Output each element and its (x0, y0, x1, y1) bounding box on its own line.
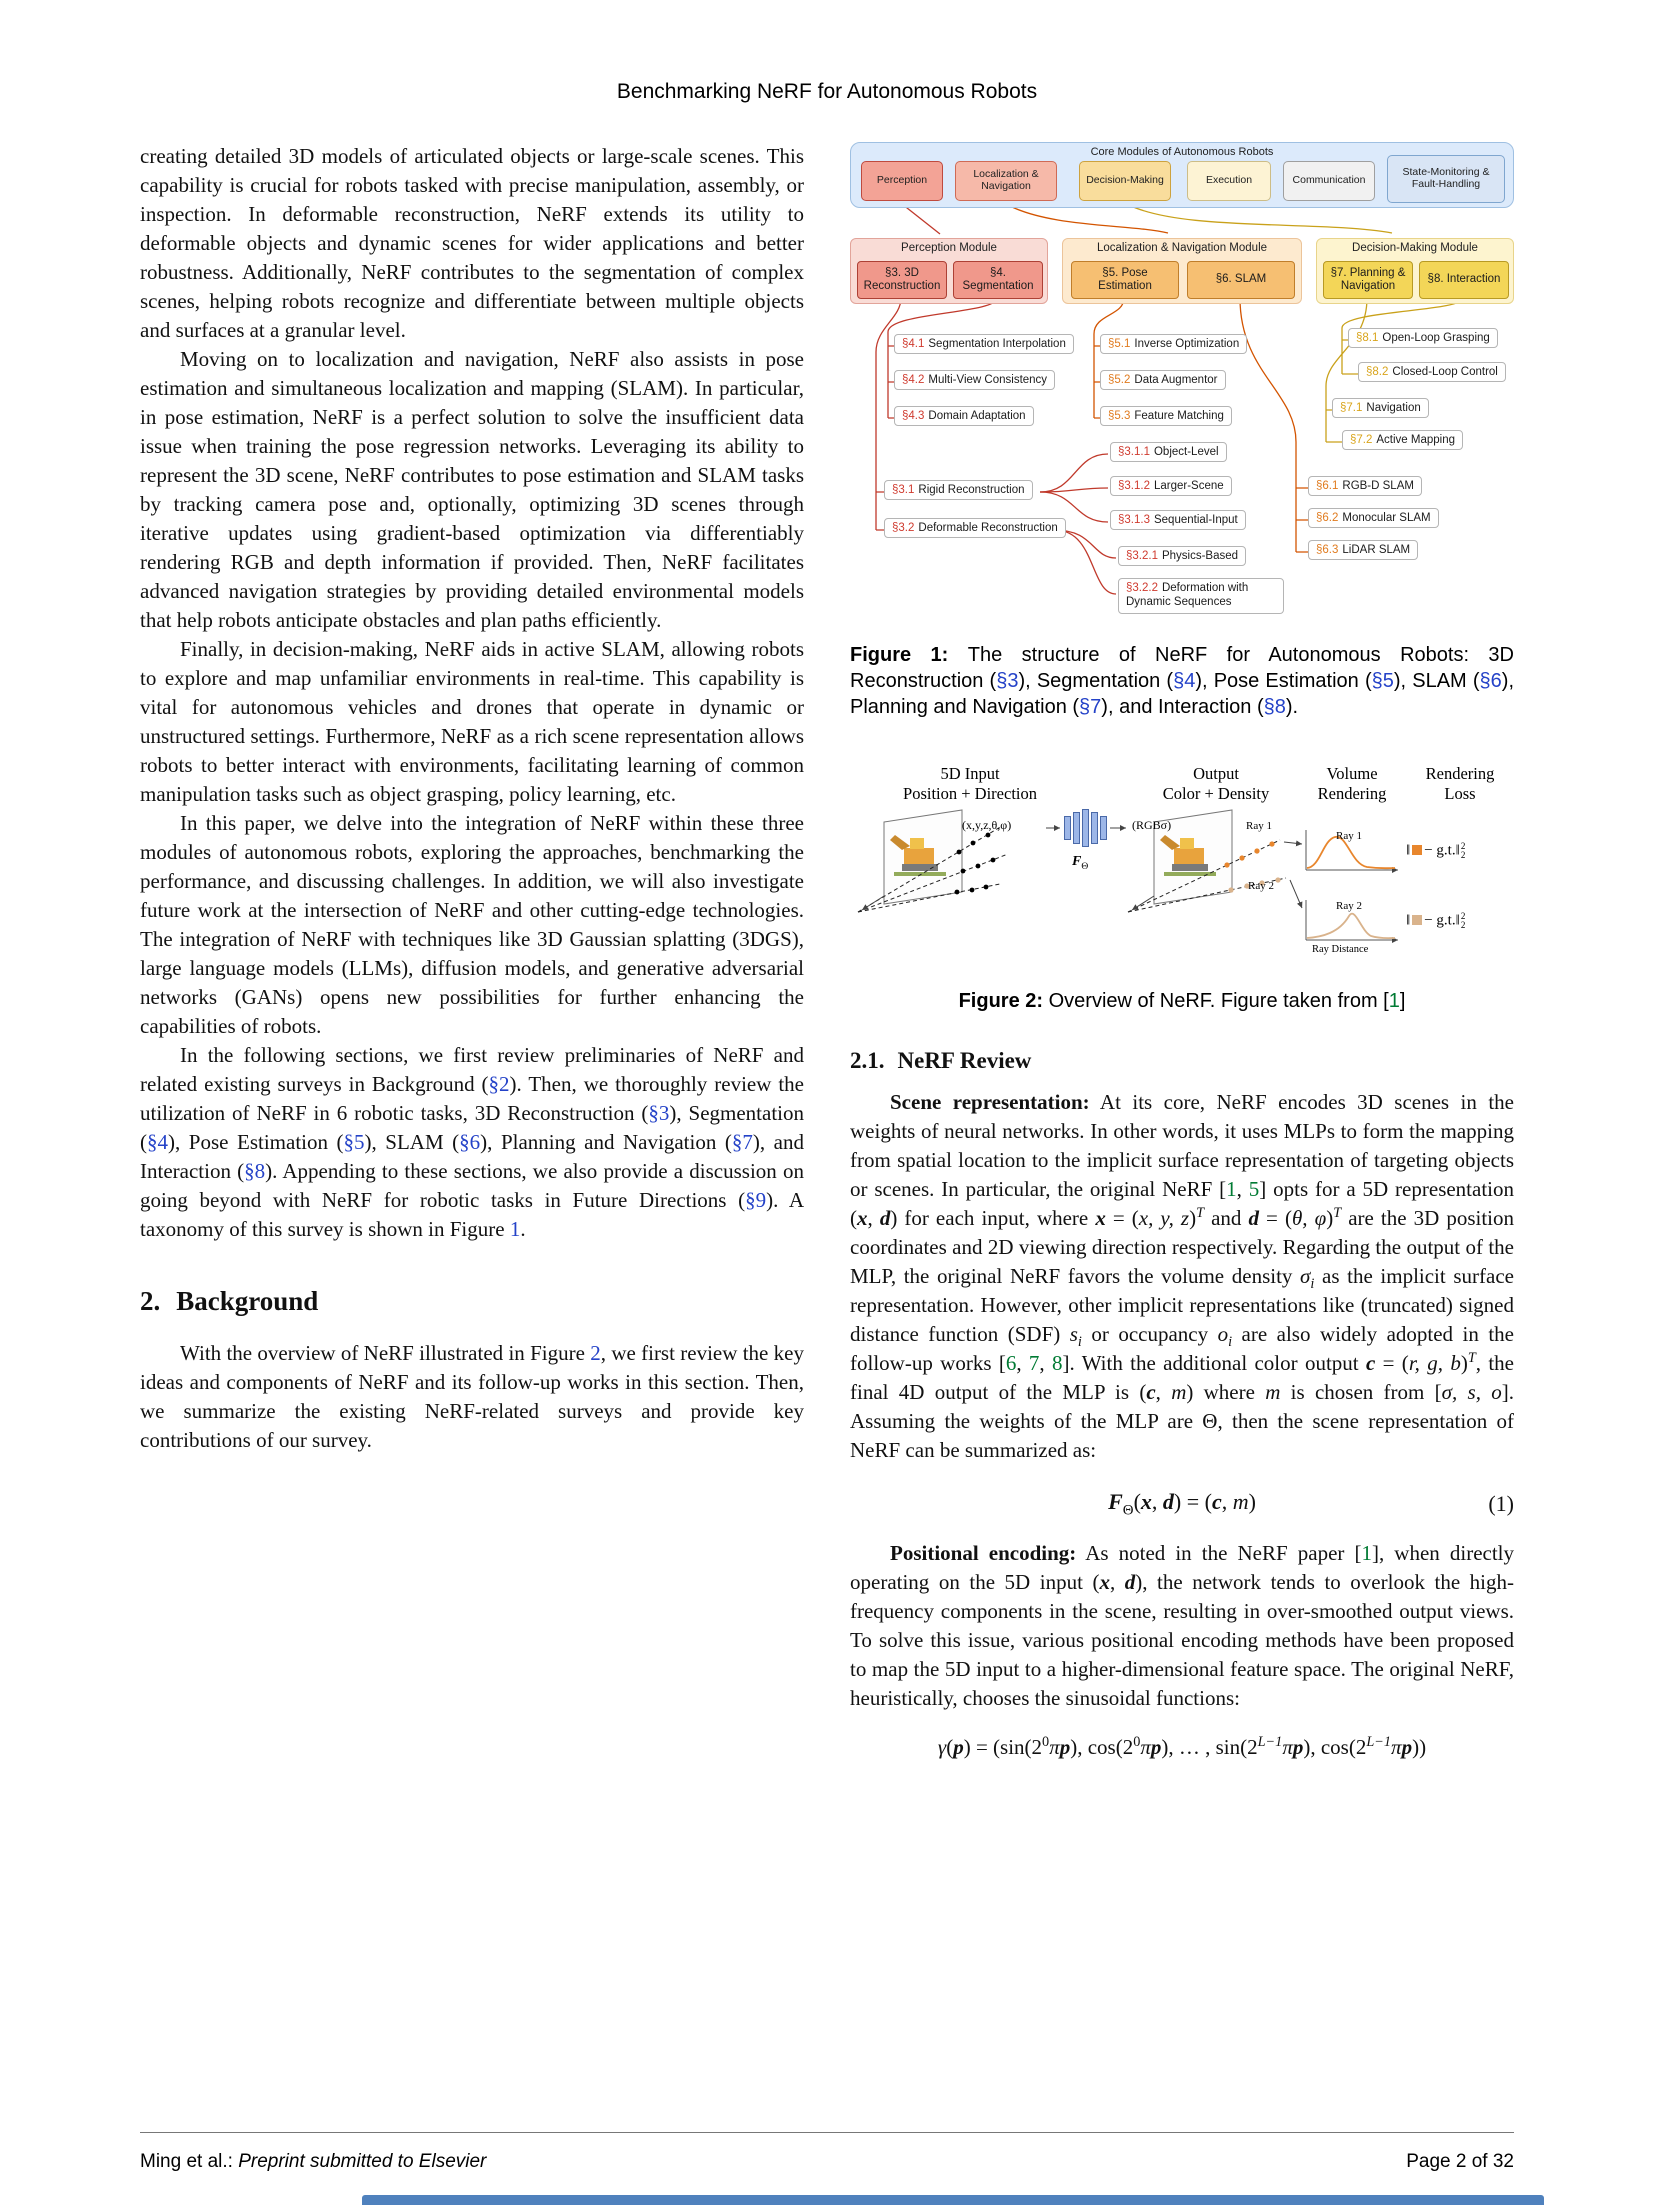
section-title: NeRF Review (897, 1048, 1032, 1073)
locnav-module-box (1062, 238, 1302, 304)
node-segmentation: §4. Segmentation (953, 261, 1043, 299)
internal-ref-link[interactable]: §7 (731, 1130, 753, 1154)
equation-body: $\gamma(p) = (\sin(2^0\pi p)$, $\cos(2^0\pi p)$, … , $\sin(2^{L-1}\pi p)$, $\cos(2^{L-1}\pi p)$) (937, 1734, 1427, 1759)
section-title: Background (176, 1286, 319, 1316)
fig2-label-volume-rendering: Volume Rendering (1317, 764, 1387, 804)
node-pose-estimation: §5. Pose Estimation (1071, 261, 1179, 299)
fig1-node-3-1: §3.1 Rigid Reconstruction (884, 480, 1033, 500)
node-interaction: §8. Interaction (1419, 261, 1509, 299)
right-column (850, 142, 1514, 1760)
internal-ref-link[interactable]: §3 (648, 1101, 670, 1125)
internal-ref-link[interactable]: §9 (745, 1188, 767, 1212)
page-number: Page 2 of 32 (1406, 2151, 1514, 2172)
fig2-input-vector-label: (x,y,z,θ,φ) (962, 818, 1012, 832)
citation-link[interactable]: 8 (1052, 1351, 1063, 1375)
fig1-node-5-2: §5.2 Data Augmentor (1100, 370, 1226, 390)
fig1-node-3-2-2: §3.2.2 Deformation with Dynamic Sequences (1118, 578, 1284, 614)
rendering-loss-term-ray2: ‖ − g.t.‖ 2 2 (1406, 911, 1466, 930)
core-modules-title: Core Modules of Autonomous Robots (1090, 146, 1274, 158)
rendering-loss-term-ray1: ‖ − g.t.‖ 2 2 (1406, 841, 1466, 860)
citation-link[interactable]: 1 (1388, 990, 1400, 1012)
section-number: 2.1. (850, 1048, 885, 1073)
fig2-graph2-ray2-label: Ray 2 (1336, 900, 1362, 912)
fig1-node-3-2-1: §3.2.1 Physics-Based (1118, 546, 1246, 566)
fig2-ray-distance-label: Ray Distance (1312, 944, 1369, 955)
internal-ref-link[interactable]: §5 (1371, 670, 1394, 692)
fig1-node-6-1: §6.1 RGB-D SLAM (1308, 476, 1422, 496)
fig2-output-vector-label: (RGBσ) (1132, 818, 1172, 832)
citation-link[interactable]: 1 (1361, 1541, 1372, 1565)
internal-ref-link[interactable]: §4 (147, 1130, 168, 1154)
internal-ref-link[interactable]: §2 (488, 1072, 510, 1096)
footer-left: Ming et al.: Preprint submitted to Elsevier (140, 2151, 487, 2172)
internal-ref-link[interactable]: §5 (343, 1130, 365, 1154)
section-number: 2. (140, 1286, 161, 1316)
figure-2-diagram (850, 764, 1514, 972)
internal-ref-link[interactable]: §8 (1263, 696, 1286, 718)
ray1-color-swatch (1412, 845, 1422, 855)
ray2-color-swatch (1412, 915, 1422, 925)
equation-2 (850, 1735, 1514, 1760)
module-title: Perception Module (901, 242, 997, 254)
node-3d-reconstruction: §3. 3D Reconstruction (857, 261, 947, 299)
fig2-mlp-label: $F_\Theta$ (1072, 854, 1089, 872)
internal-ref-link[interactable]: §4 (1173, 670, 1196, 692)
fig2-graph1-ray1-label: Ray 1 (1336, 830, 1362, 842)
fig1-node-3-1-2: §3.1.2 Larger-Scene (1110, 476, 1232, 496)
fig1-node-5-1: §5.1 Inverse Optimization (1100, 334, 1247, 354)
citation-link[interactable]: 6 (1005, 1351, 1017, 1375)
paragraph: Scene representation: At its core, NeRF encodes 3D scenes in the weights of neural networks. In other words, it uses MLPs to form the mapping from spatial location to the implicit surface representation of targeting objects or scenes. In particular, the original NeRF [1, 5] opts for a 5D representation (x, d) for each input, where x = (x, y, z)$^T$ and d = (θ, φ)$^T$ are the 3D position coordinates and 2D viewing direction respectively. Regarding the output of the MLP, the original NeRF favors the volume density $\sigma_i$ as the implicit surface representation. However, other implicit representations like (truncated) signed distance function (SDF) $s_i$ or occupancy $o_i$ are also widely adopted in the follow-up works [6, 7, 8]. With the additional color output c = (r, g, b)$^T$, the final 4D output of the MLP is (c, m) where m is chosen from [σ, s, o]. Assuming the weights of the MLP are Θ, then the scene representation of NeRF can be summarized as: (850, 1090, 1515, 1462)
mlp-layer-bar (1073, 812, 1080, 844)
two-column-layout (140, 142, 1514, 1760)
left-column (140, 142, 804, 1760)
equation-body: $F_\Theta(x$, d) = (c, m) (1108, 1489, 1256, 1519)
perception-module-box (850, 238, 1048, 304)
core-modules-box (850, 142, 1514, 208)
chip-localization-navigation: Localization & Navigation (955, 161, 1057, 201)
fig1-node-5-3: §5.3 Feature Matching (1100, 406, 1232, 426)
section-2-heading (140, 1286, 804, 1317)
paragraph: Moving on to localization and navigation, NeRF also assists in pose estimation and simultaneous localization and mapping (SLAM). In particular, in pose estimation, NeRF is a perfect solution to solve the insufficient data issue when training the pose regression networks. Leveraging its ability to represent the 3D scene, NeRF contributes to pose estimation and SLAM tasks by tracking camera pose and, optionally, optimizing 3D scenes through iterative updates using gradient-based optimization via differentiably rendering RGB and depth information if provided. Then, NeRF facilitates advanced navigation strategies by providing detailed environmental models that help robots anticipate obstacles and plan paths efficiently. (140, 347, 804, 632)
section-2-1-heading (850, 1048, 1514, 1074)
equation-number: (1) (1488, 1491, 1514, 1516)
chip-communication: Communication (1283, 161, 1375, 201)
fig2-ray1-label: Ray 1 (1246, 820, 1272, 832)
chip-state-monitoring: State-Monitoring & Fault-Handling (1387, 155, 1505, 203)
fig1-node-3-2: §3.2 Deformable Reconstruction (884, 518, 1066, 538)
internal-ref-link[interactable]: §7 (1079, 696, 1102, 718)
internal-ref-link[interactable]: 2 (590, 1341, 601, 1365)
fig2-label-input: 5D Input Position + Direction (903, 764, 1037, 804)
fig2-label-output: Output Color + Density (1162, 764, 1270, 804)
mlp-network-icon (1064, 806, 1107, 850)
internal-ref-link[interactable]: §8 (244, 1159, 266, 1183)
footer-rule (140, 2132, 1514, 2133)
paragraph: With the overview of NeRF illustrated in Figure 2, we first review the key ideas and components of NeRF and its follow-up works in this section. Then, we summarize the existing NeRF-related surveys and provide key contributions of our survey. (140, 1341, 804, 1452)
paragraph: creating detailed 3D models of articulated objects or large-scale scenes. This capability is crucial for robots tasked with precise manipulation, assembly, or inspection. In deformable reconstruction, NeRF extends its utility to deformable objects and dynamic scenes for wider applications and better robustness. Additionally, NeRF contributes to the segmentation of complex scenes, helping robots recognize and differentiate between multiple objects and surfaces at a granular level. (140, 144, 804, 342)
running-title: Benchmarking NeRF for Autonomous Robots (616, 80, 1038, 103)
fig1-node-4-1: §4.1 Segmentation Interpolation (894, 334, 1074, 354)
paragraph: In this paper, we delve into the integration of NeRF within these three modules of autonomous robots, exploring the approaches, benchmarking the performance, and discussing challenges. In addition, we will also investigate future work at the intersection of NeRF and other cutting-edge technologies. The integration of NeRF with techniques like 3D Gaussian splatting (3DGS), large language models (LLMs), diffusion models, and generative adversarial networks (GANs) opens new possibilities for further enhancing the capabilities of robots. (140, 811, 804, 1038)
decision-module-box (1316, 238, 1514, 304)
fig1-node-8-2: §8.2 Closed-Loop Control (1358, 362, 1506, 382)
mlp-layer-bar (1091, 812, 1098, 844)
internal-ref-link[interactable]: 1 (509, 1217, 521, 1241)
paragraph: In the following sections, we first review preliminaries of NeRF and related existing surveys in Background (§2). Then, we thoroughly review the utilization of NeRF in 6 robotic tasks, 3D Reconstruction (§3), Segmentation (§4), Pose Estimation (§5), SLAM (§6), Planning and Navigation (§7), and Interaction (§8). Appending to these sections, we also provide a discussion on going beyond with NeRF for robotic tasks in Future Directions (§9). A taxonomy of this survey is shown in Figure 1. (140, 1043, 805, 1241)
node-slam: §6. SLAM (1187, 261, 1295, 299)
chip-decision-making: Decision-Making (1079, 161, 1171, 201)
chip-perception: Perception (861, 161, 943, 201)
fig1-node-6-2: §6.2 Monocular SLAM (1308, 508, 1439, 528)
internal-ref-link[interactable]: §3 (996, 670, 1019, 692)
fig2-label-rendering-loss: Rendering Loss (1425, 764, 1495, 804)
node-planning-navigation: §7. Planning & Navigation (1323, 261, 1413, 299)
module-title: Localization & Navigation Module (1096, 242, 1268, 254)
fig2-ray2-label: Ray 2 (1248, 880, 1274, 892)
internal-ref-link[interactable]: §6 (1479, 670, 1502, 692)
mlp-layer-bar (1064, 816, 1071, 840)
fig1-node-4-3: §4.3 Domain Adaptation (894, 406, 1034, 426)
mlp-layer-bar (1082, 809, 1089, 847)
citation-link[interactable]: 7 (1028, 1351, 1040, 1375)
equation-1 (850, 1489, 1514, 1519)
paragraph: Finally, in decision-making, NeRF aids in active SLAM, allowing robots to explore and map unfamiliar environments in real-time. This capability is vital for autonomous vehicles and drones that operate in dynamic or unstructured settings. Furthermore, NeRF as a rich scene representation allows robots to better interact with environments, facilitating learning of common manipulation tasks such as object grasping, policy learning, etc. (140, 637, 804, 806)
figure-1-diagram (850, 142, 1514, 628)
page-footer (140, 2151, 1514, 2173)
fig1-node-6-3: §6.3 LiDAR SLAM (1308, 540, 1418, 560)
citation-link[interactable]: 1 (1226, 1177, 1237, 1201)
paragraph: Positional encoding: As noted in the NeRF paper [1], when directly operating on the 5D input (x, d), the network tends to overlook the high-frequency components in the scene, resulting in over-smoothed output views. To solve this issue, various positional encoding methods have been proposed to map the 5D input to a higher-dimensional feature space. The original NeRF, heuristically, chooses the sinusoidal functions: (850, 1541, 1515, 1710)
fig1-node-8-1: §8.1 Open-Loop Grasping (1348, 328, 1498, 348)
fig1-node-7-2: §7.2 Active Mapping (1342, 430, 1463, 450)
fig1-node-4-2: §4.2 Multi-View Consistency (894, 370, 1055, 390)
figure-1-caption: Figure 1: The structure of NeRF for Autonomous Robots: 3D Reconstruction (§3), Segmentation (§4), Pose Estimation (§5), SLAM (§6), Planning and Navigation (§7), and Interaction (§8). (850, 644, 1514, 718)
internal-ref-link[interactable]: §6 (459, 1130, 481, 1154)
module-title: Decision-Making Module (1352, 242, 1478, 254)
mlp-layer-bar (1100, 816, 1107, 840)
fig1-node-3-1-1: §3.1.1 Object-Level (1110, 442, 1227, 462)
fig1-node-3-1-3: §3.1.3 Sequential-Input (1110, 510, 1246, 530)
figure-2-caption: Figure 2: Overview of NeRF. Figure taken from [1] (958, 990, 1406, 1012)
chip-execution: Execution (1187, 161, 1271, 201)
fig2-graphic (850, 800, 1514, 968)
fig1-node-7-1: §7.1 Navigation (1332, 398, 1429, 418)
next-page-figure-edge (362, 2195, 1544, 2205)
citation-link[interactable]: 5 (1248, 1177, 1260, 1201)
